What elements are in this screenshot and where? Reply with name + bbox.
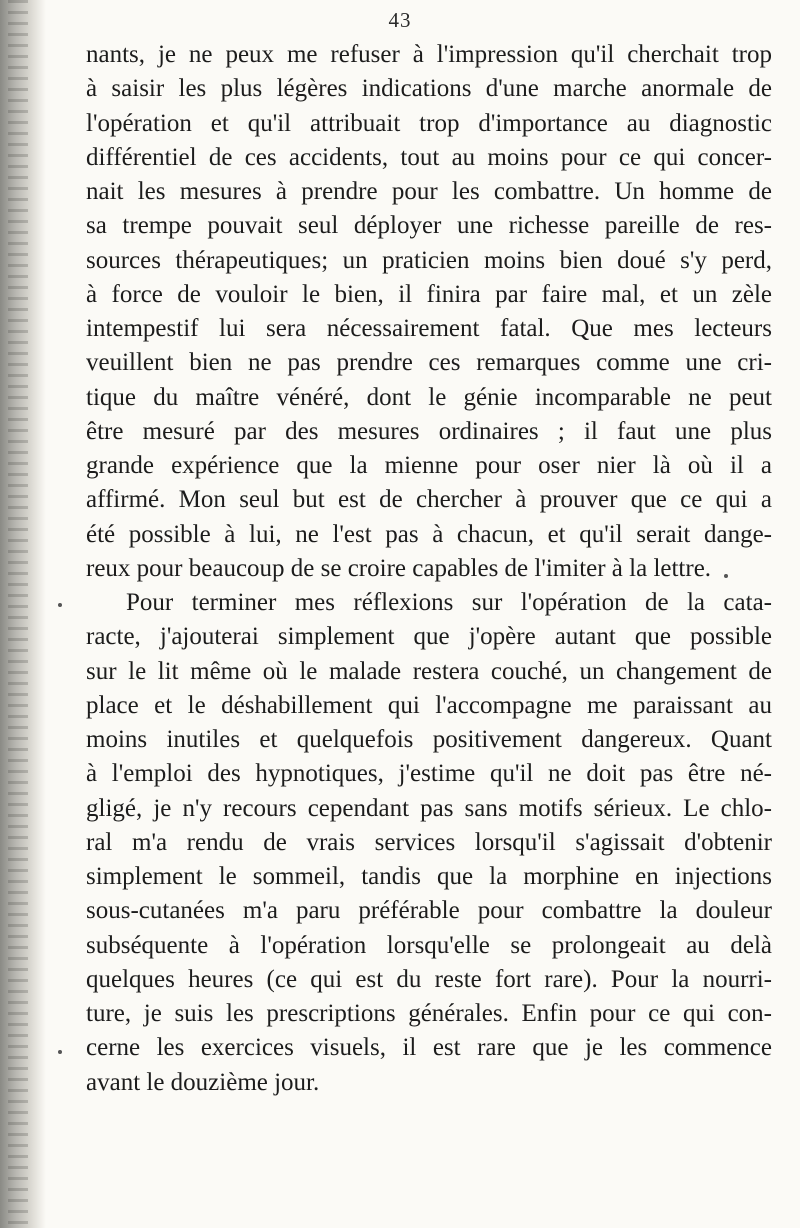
text-line: été possible à lui, ne l'est pas à chacun, et qu'il serait dange- xyxy=(86,520,772,548)
text-line: subséquente à l'opération lorsqu'elle se prolongeait au delà xyxy=(86,931,772,959)
text-line: sa trempe pouvait seul déployer une richesse pareille de res- xyxy=(86,212,772,240)
text-line: sources thérapeutiques; un praticien moins bien doué s'y perd, xyxy=(86,246,772,274)
text-line: cerne les exercices visuels, il est rare que je les commence xyxy=(86,1034,772,1062)
text-line: tique du maître vénéré, dont le génie incomparable ne peut xyxy=(86,383,772,411)
page-number: 43 xyxy=(388,8,412,32)
text-line: sous-cutanées m'a paru préférable pour combattre la douleur xyxy=(86,897,772,925)
text-line: place et le déshabillement qui l'accompagne me paraissant au xyxy=(86,691,772,719)
text-line: nants, je ne peux me refuser à l'impression qu'il cherchait trop xyxy=(86,41,772,68)
text-line: reux pour beaucoup de se croire capables de l'imiter à la lettre. xyxy=(86,554,712,582)
margin-mark xyxy=(58,603,62,607)
text-line: à force de vouloir le bien, il finira par faire mal, et un zèle xyxy=(86,280,772,308)
text-line: grande expérience que la mienne pour oser nier là où il a xyxy=(86,452,772,479)
text-line: racte, j'ajouterai simplement que j'opère autant que possible xyxy=(86,623,772,651)
text-line: intempestif lui sera nécessairement fatal. Que mes lecteurs xyxy=(86,315,772,342)
text-line: veuillent bien ne pas prendre ces remarques comme une cri- xyxy=(86,349,772,377)
text-line: nait les mesures à prendre pour les combattre. Un homme de xyxy=(86,178,772,205)
text-line: affirmé. Mon seul but est de chercher à prouver que ce qui a xyxy=(86,486,772,514)
page-gutter-shadow xyxy=(0,0,46,1228)
text-line: Pour terminer mes réflexions sur l'opération de la cata- xyxy=(126,589,772,616)
text-line: simplement le sommeil, tandis que la morphine en injections xyxy=(86,863,772,890)
text-line: quelques heures (ce qui est du reste fort rare). Pour la nourri- xyxy=(86,965,772,993)
text-line: sur le lit même où le malade restera couché, un changement de xyxy=(86,657,772,685)
text-line: moins inutiles et quelquefois positivement dangereux. Quant xyxy=(86,726,772,753)
text-line: à saisir les plus légères indications d'une marche anormale de xyxy=(86,75,772,103)
text-line: avant le douzième jour. xyxy=(86,1068,320,1096)
text-line: être mesuré par des mesures ordinaires ; il faut une plus xyxy=(86,417,772,445)
text-line: gligé, je n'y recours cependant pas sans motifs sérieux. Le chlo- xyxy=(86,794,772,822)
text-line: différentiel de ces accidents, tout au moins pour ce qui concer- xyxy=(86,143,772,171)
text-line: ture, je suis les prescriptions générales. Enfin pour ce qui con- xyxy=(86,1000,772,1027)
text-line: à l'emploi des hypnotiques, j'estime qu'il ne doit pas être né- xyxy=(86,760,772,788)
margin-mark xyxy=(58,1050,62,1054)
body-text xyxy=(86,38,772,1100)
text-line: ral m'a rendu de vrais services lorsqu'il s'agissait d'obtenir xyxy=(86,828,772,856)
gutter-texture xyxy=(8,0,28,1228)
text-line: l'opération et qu'il attribuait trop d'importance au diagnostic xyxy=(86,109,772,137)
